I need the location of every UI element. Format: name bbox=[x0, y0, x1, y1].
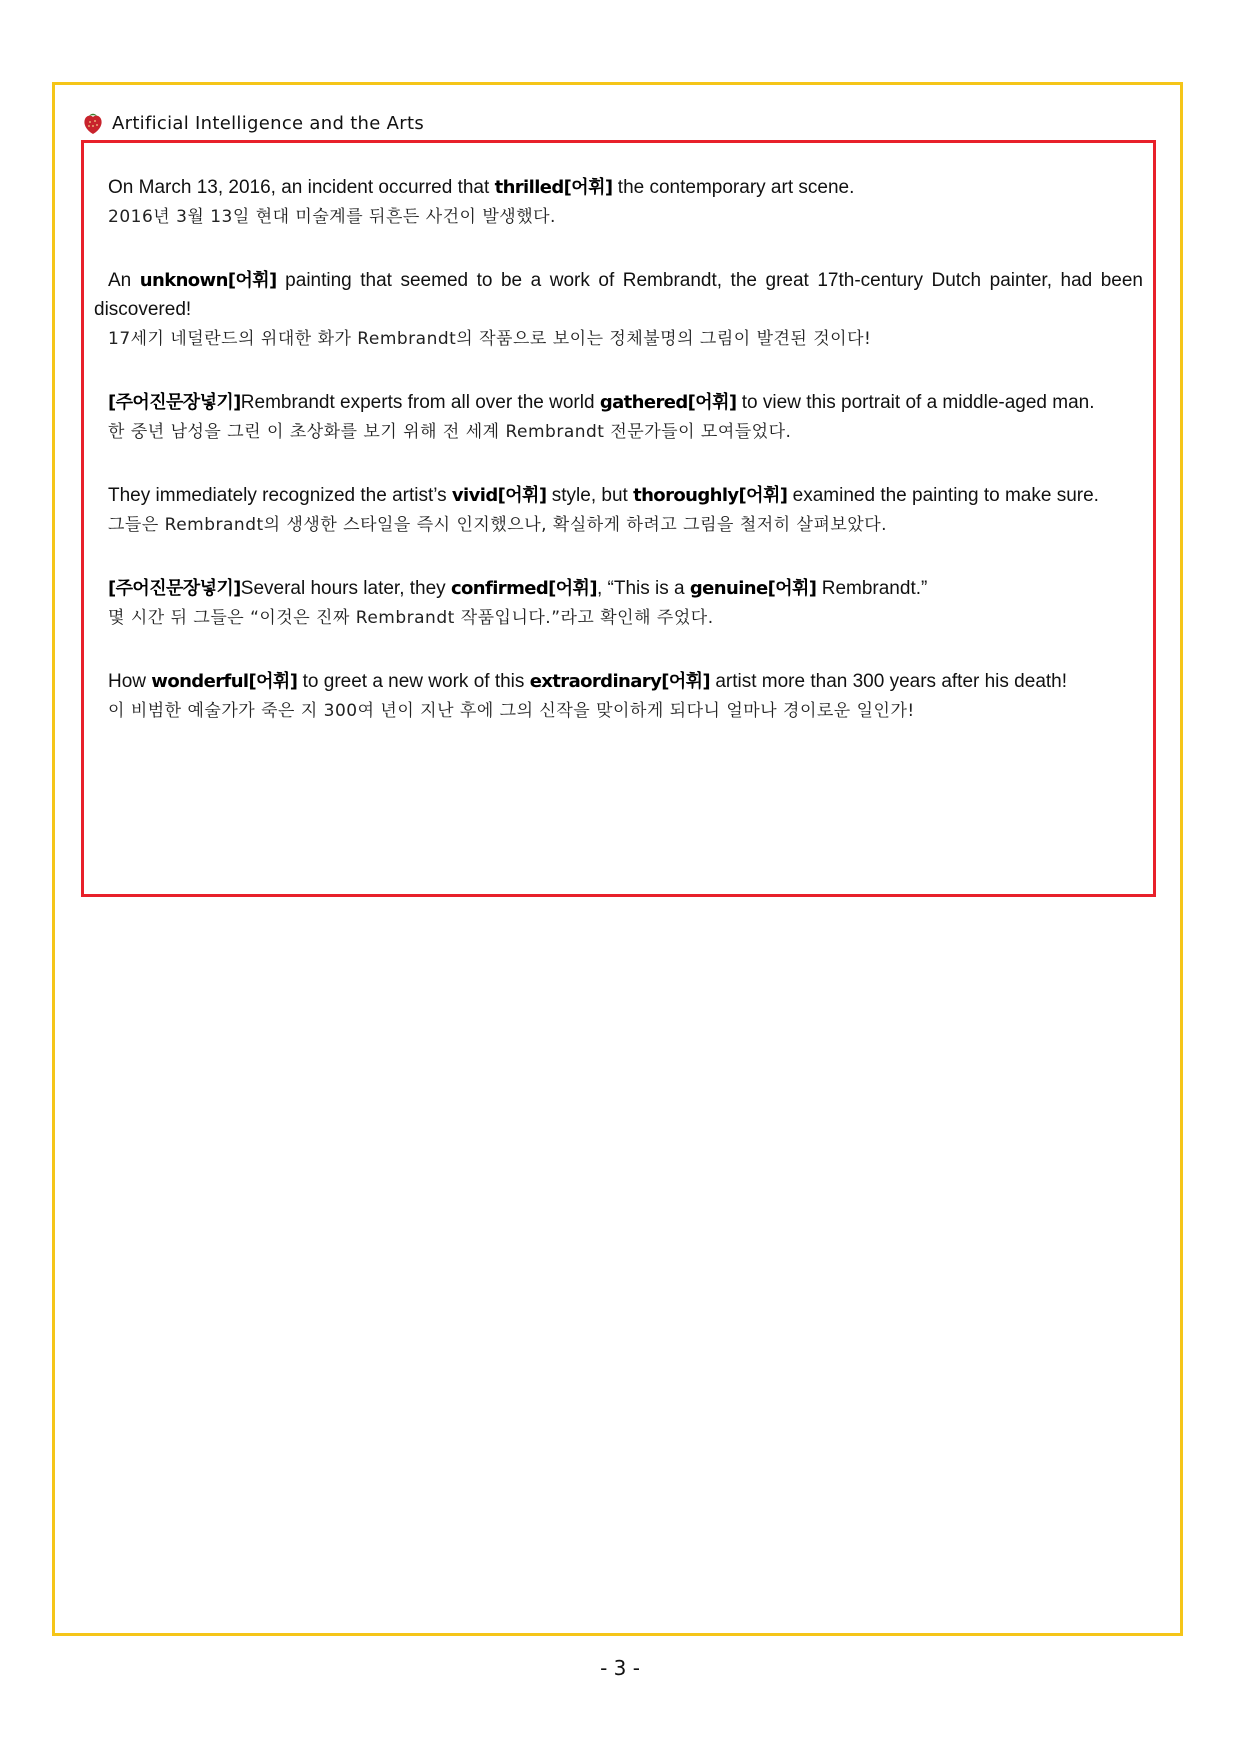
sentence-block-6 bbox=[94, 667, 1143, 726]
vocab-word: unknown[어휘] bbox=[139, 270, 277, 291]
english-sentence: How wonderful[어휘] to greet a new work of this extraordinary[어휘] artist more than 300 years after his death! bbox=[108, 671, 1068, 692]
sentence-block-4 bbox=[94, 481, 1143, 540]
vocab-word: gathered[어휘] bbox=[599, 392, 737, 413]
vocab-word: confirmed[어휘] bbox=[450, 578, 597, 599]
passage-box bbox=[81, 140, 1156, 897]
korean-translation: 17세기 네덜란드의 위대한 화가 Rembrandt의 작품으로 보이는 정체불명의 그림이 발견된 것이다! bbox=[108, 329, 872, 349]
korean-translation: 2016년 3월 13일 현대 미술계를 뒤흔든 사건이 발생했다. bbox=[108, 207, 556, 227]
korean-translation: 한 중년 남성을 그린 이 초상화를 보기 위해 전 세계 Rembrandt 전문가들이 모여들었다. bbox=[108, 422, 792, 442]
section-title: Artificial Intelligence and the Arts bbox=[112, 112, 425, 134]
insertion-mark: [주어진문장넣기] bbox=[108, 578, 241, 599]
vocab-word: extraordinary[어휘] bbox=[529, 671, 711, 692]
sentence-block-1 bbox=[94, 173, 1143, 232]
korean-translation: 이 비범한 예술가가 죽은 지 300여 년이 지난 후에 그의 신작을 맞이하게 되다니 얼마나 경이로운 일인가! bbox=[108, 701, 915, 721]
english-sentence: An unknown[어휘] painting that seemed to be a work of Rembrandt, the great 17th-century Dutch painter, had been discovered! bbox=[94, 270, 1143, 320]
insertion-mark: [주어진문장넣기] bbox=[108, 392, 241, 413]
sentence-block-2 bbox=[94, 266, 1143, 354]
sentence-block-5 bbox=[94, 574, 1143, 633]
english-sentence: [주어진문장넣기]Rembrandt experts from all over the world gathered[어휘] to view this portrait of a middle-aged man. bbox=[108, 392, 1095, 413]
english-sentence: [주어진문장넣기]Several hours later, they confirmed[어휘], “This is a genuine[어휘] Rembrandt.” bbox=[108, 578, 928, 599]
english-sentence: On March 13, 2016, an incident occurred that thrilled[어휘] the contemporary art scene. bbox=[108, 177, 855, 198]
sentence-block-3 bbox=[94, 388, 1143, 447]
vocab-word: thrilled[어휘] bbox=[494, 177, 613, 198]
vocab-word: genuine[어휘] bbox=[689, 578, 817, 599]
strawberry-icon bbox=[82, 111, 104, 135]
section-header bbox=[82, 110, 424, 136]
page-number: - 3 - bbox=[600, 1656, 640, 1680]
korean-translation: 몇 시간 뒤 그들은 “이것은 진짜 Rembrandt 작품입니다.”라고 확인해 주었다. bbox=[108, 608, 714, 628]
vocab-word: thoroughly[어휘] bbox=[633, 485, 788, 506]
korean-translation: 그들은 Rembrandt의 생생한 스타일을 즉시 인지했으나, 확실하게 하려고 그림을 철저히 살펴보았다. bbox=[108, 515, 888, 535]
vocab-word: wonderful[어휘] bbox=[151, 671, 298, 692]
english-sentence: They immediately recognized the artist’s vivid[어휘] style, but thoroughly[어휘] examined the painting to make sure. bbox=[108, 485, 1099, 506]
vocab-word: vivid[어휘] bbox=[451, 485, 547, 506]
